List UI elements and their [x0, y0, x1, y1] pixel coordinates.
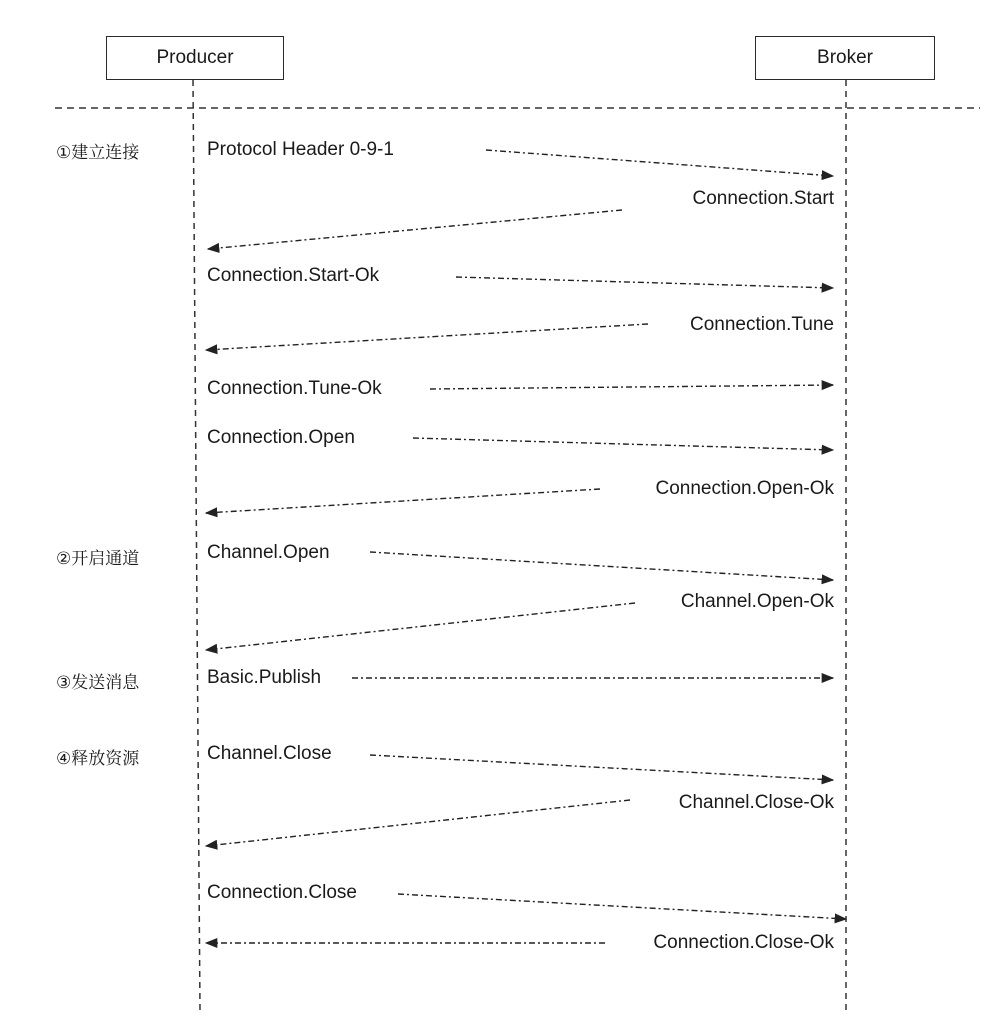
arrow-connection-start-ok — [456, 277, 833, 288]
msg-channel-close-ok: Channel.Close-Ok — [678, 792, 834, 813]
arrow-protocol-header — [486, 150, 833, 176]
msg-channel-open-ok: Channel.Open-Ok — [680, 591, 834, 612]
producer-lifeline — [193, 80, 200, 1010]
msg-connection-close: Connection.Close — [207, 882, 357, 903]
msg-connection-open: Connection.Open — [207, 427, 355, 448]
arrow-connection-open — [413, 438, 833, 450]
arrow-connection-tune-ok — [430, 385, 833, 389]
arrow-channel-close — [370, 755, 833, 780]
msg-connection-close-ok: Connection.Close-Ok — [653, 932, 834, 953]
arrow-connection-tune — [206, 324, 648, 350]
msg-connection-start: Connection.Start — [692, 188, 834, 209]
phase-connect: ①建立连接 — [56, 143, 140, 163]
broker-actor — [755, 36, 935, 80]
msg-connection-tune: Connection.Tune — [689, 314, 834, 335]
msg-connection-open-ok: Connection.Open-Ok — [655, 478, 834, 499]
phase-channel: ②开启通道 — [56, 549, 140, 569]
msg-connection-start-ok: Connection.Start-Ok — [207, 265, 380, 286]
msg-basic-publish: Basic.Publish — [207, 667, 322, 688]
msg-channel-open: Channel.Open — [207, 542, 330, 563]
msg-protocol-header: Protocol Header 0-9-1 — [207, 139, 394, 160]
phase-release: ④释放资源 — [56, 749, 140, 769]
arrow-connection-open-ok — [206, 489, 600, 513]
arrow-connection-close — [398, 894, 846, 919]
phase-publish: ③发送消息 — [56, 673, 140, 693]
producer-actor — [106, 36, 284, 80]
msg-connection-tune-ok: Connection.Tune-Ok — [207, 378, 382, 399]
producer-label: Producer — [156, 47, 234, 68]
arrow-channel-open-ok — [206, 603, 635, 650]
msg-channel-close: Channel.Close — [207, 743, 332, 764]
broker-label: Broker — [817, 47, 873, 68]
arrow-channel-open — [370, 552, 833, 580]
arrow-channel-close-ok — [206, 800, 630, 846]
arrow-connection-start — [208, 210, 622, 249]
